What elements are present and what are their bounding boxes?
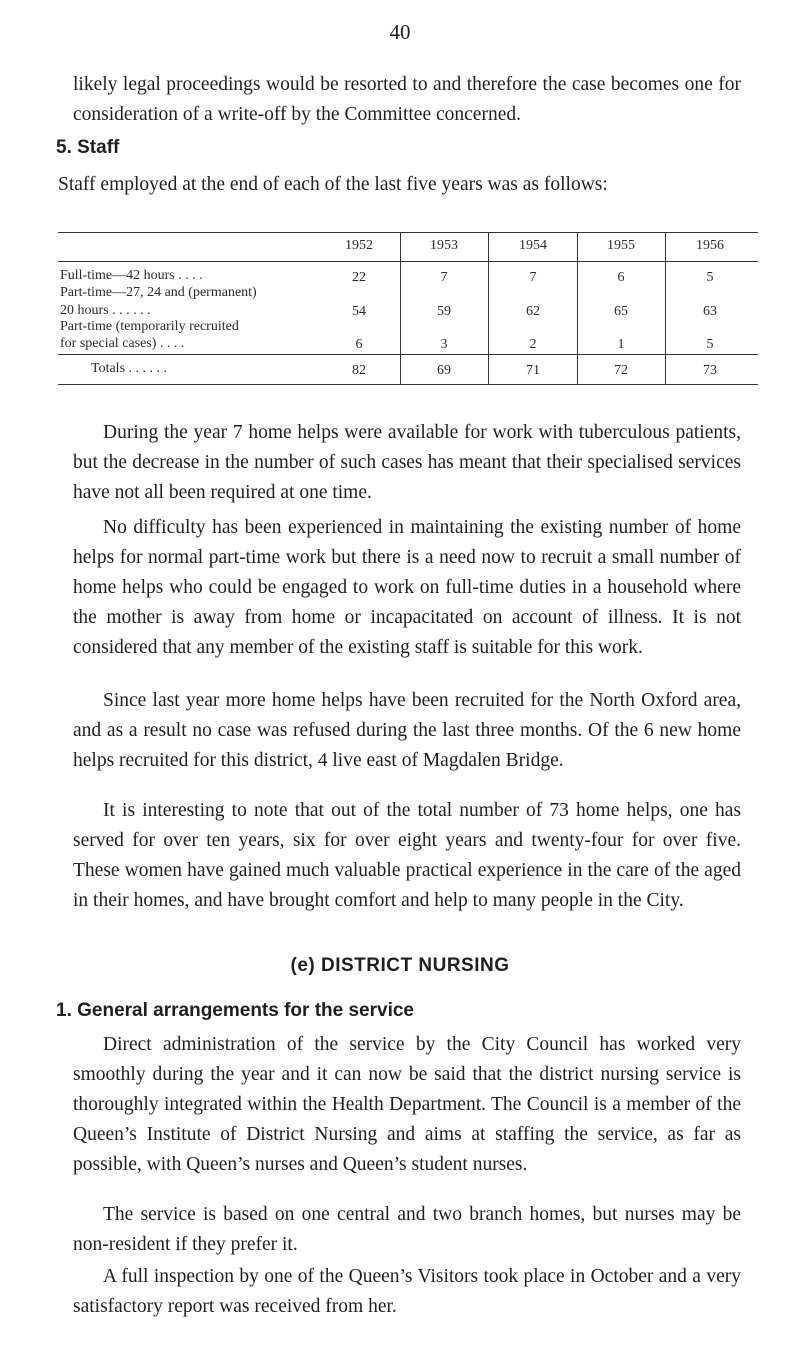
table-cell: 22: [352, 270, 366, 285]
staff-table: [58, 232, 758, 402]
table-cell: 54: [352, 304, 366, 319]
table-cell: 82: [352, 363, 366, 378]
table-cell: 65: [614, 304, 628, 319]
column-header-1954: 1954: [519, 238, 547, 253]
column-header-1952: 1952: [345, 238, 373, 253]
intro-paragraph: likely legal proceedings would be resorted to and therefore the case becomes one for consideration of a write-off by the Committee concerned.: [73, 74, 741, 125]
staff-intro: Staff employed at the end of each of the last five years was as follows:: [58, 174, 608, 195]
table-cell: 5: [706, 270, 714, 285]
table-cell: 3: [440, 337, 448, 352]
table-cell: 6: [355, 337, 363, 352]
table-cell: 7: [440, 270, 448, 285]
page-number: 40: [389, 20, 411, 44]
row-label-part-time-permanent: Part-time—27, 24 and (permanent): [60, 285, 257, 300]
row-label-part-time-permanent-hours: 20 hours . . . . . .: [60, 303, 151, 318]
paragraph-north-oxford: Since last year more home helps have been recruited for the North Oxford area, and as a result no case was refused during the last three months. Of the 6 new home helps recruited for this district, 4 live east of Magdalen Bridge.: [73, 690, 741, 771]
table-cell: 72: [614, 363, 628, 378]
paragraph-inspection: A full inspection by one of the Queen’s Visitors took place in October and a very satisfactory report was received from her.: [73, 1266, 741, 1317]
row-label-part-time-temporary: Part-time (temporarily recruited: [60, 319, 239, 334]
row-label-full-time: Full-time—42 hours . . . .: [60, 268, 203, 283]
table-cell: 71: [526, 363, 540, 378]
table-cell: 7: [529, 270, 537, 285]
paragraph-branch-homes: The service is based on one central and two branch homes, but nurses may be non-resident if they prefer it.: [73, 1204, 741, 1255]
staff-heading: 5. Staff: [56, 137, 120, 158]
table-cell: 5: [706, 337, 714, 352]
table-cell: 73: [703, 363, 717, 378]
paragraph-administration: Direct administration of the service by the City Council has worked very smoothly during the year and it can now be said that the district nursing service is thoroughly integrated within the Health Department. The Council is a member of the Queen’s Institute of District Nursing and aims at staffing the service, as far as possible, with Queen’s nurses and Queen’s student nurses.: [73, 1034, 741, 1175]
row-label-part-time-temporary-cases: for special cases) . . . .: [60, 336, 185, 351]
paragraph-recruitment: No difficulty has been experienced in maintaining the existing number of home helps for normal part-time work but there is a need now to recruit a small number of home helps who could be engaged to work on full-time duties in a household where the mother is away from home or incapacitated on account of illness. It is not considered that any member of the existing staff is suitable for this work.: [73, 517, 741, 658]
table-cell: 62: [526, 304, 540, 319]
table-cell: 1: [617, 337, 625, 352]
row-label-totals: Totals . . . . . .: [91, 361, 168, 376]
paragraph-service-length: It is interesting to note that out of the total number of 73 home helps, one has served for over ten years, six for over eight years and twenty-four for over five. These women have gained much valuable practical experience in the care of the aged in their homes, and have brought comfort and help to many people in the City.: [73, 800, 741, 911]
table-cell: 63: [703, 304, 717, 319]
paragraph-tuberculous: During the year 7 home helps were available for work with tuberculous patients, but the decrease in the number of such cases has meant that their specialised services have not all been required at one time.: [73, 422, 741, 503]
table-cell: 6: [617, 270, 625, 285]
column-header-1955: 1955: [607, 238, 635, 253]
column-header-1953: 1953: [430, 238, 458, 253]
table-cell: 2: [529, 337, 537, 352]
general-arrangements-heading: 1. General arrangements for the service: [56, 1000, 414, 1021]
table-cell: 69: [437, 363, 451, 378]
district-nursing-title: (e) DISTRICT NURSING: [290, 955, 510, 976]
table-cell: 59: [437, 304, 451, 319]
column-header-1956: 1956: [696, 238, 724, 253]
